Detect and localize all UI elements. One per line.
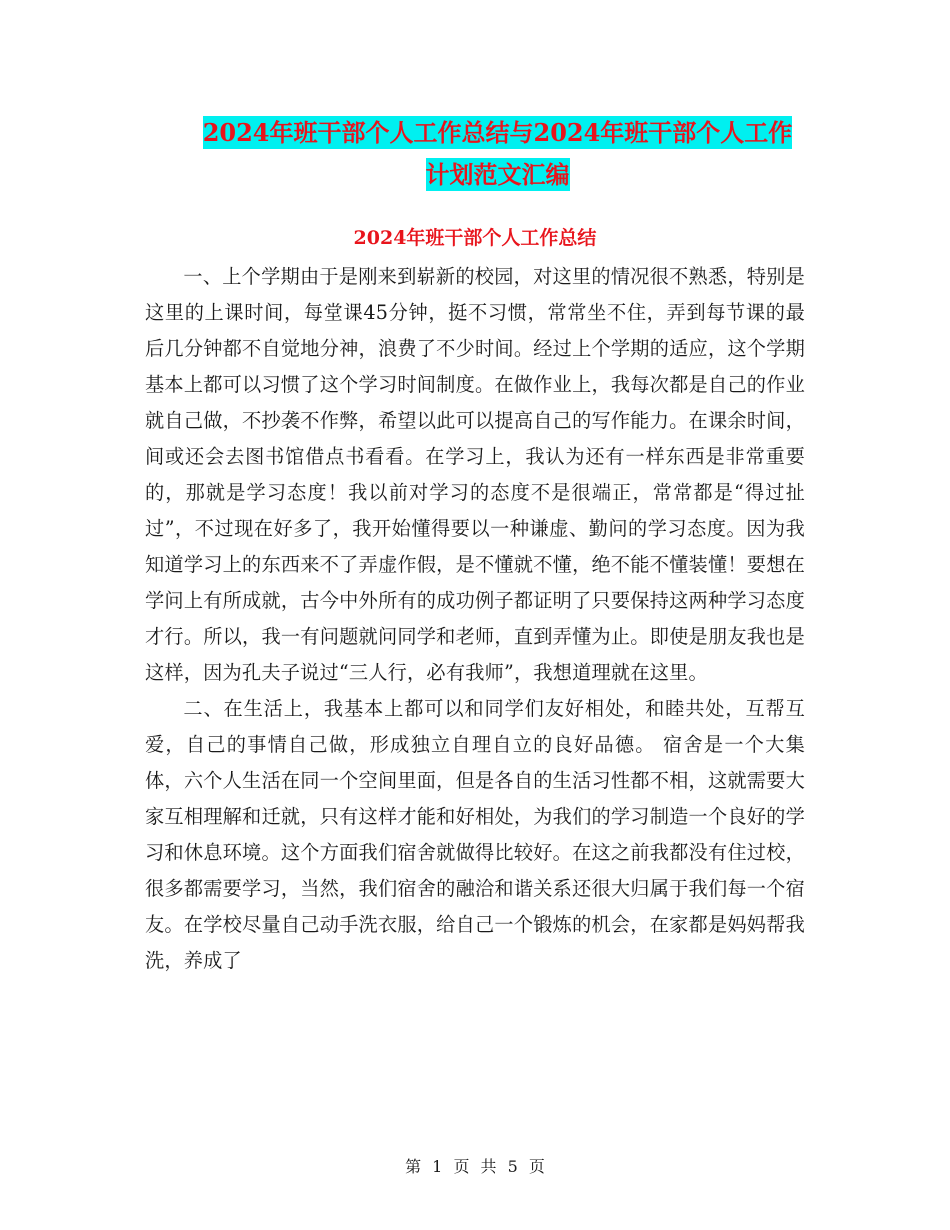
document-title-line-2: 计划范文汇编	[425, 160, 570, 189]
paragraph-1: 一、上个学期由于是刚来到崭新的校园，对这里的情况很不熟悉，特别是这里的上课时间，每堂课45分钟，挺不习惯，常常坐不住，弄到每节课的最后几分钟都不自觉地分神，浪费了不少时间。经过上个学期的适应，这个学期基本上都可以习惯了这个学习时间制度。在做作业上，我每次都是自己的作业就自己做，不抄袭不作弊，希望以此可以提高自己的写作能力。在课余时间，间或还会去图书馆借点书看看。在学习上，我认为还有一样东西是非常重要的，那就是学习态度！我以前对学习的态度不是很端正，常常都是“得过扯过”，不过现在好多了，我开始懂得要以一种谦虚、勤问的学习态度。因为我知道学习上的东西来不了弄虚作假，是不懂就不懂，绝不能不懂装懂！要想在学问上有所成就，古今中外所有的成功例子都证明了只要保持这两种学习态度才行。所以，我一有问题就问同学和老师，直到弄懂为止。即使是朋友我也是这样，因为孔夫子说过“三人行，必有我师”，我想道理就在这里。	[145, 265, 805, 684]
document-title	[130, 112, 865, 196]
body-text	[145, 259, 805, 979]
page-footer: 第 1 页 共 5 页	[405, 1157, 545, 1176]
document-title-line-1: 2024年班干部个人工作总结与2024年班干部个人工作	[202, 118, 793, 147]
paragraph-2: 二、在生活上，我基本上都可以和同学们友好相处，和睦共处，互帮互爱，自己的事情自己做，形成独立自理自立的良好品德。 宿舍是一个大集体，六个人生活在同一个空间里面，但是各自的生活习性都不相，这就需要大家互相理解和迁就，只有这样才能和好相处，为我们的学习制造一个良好的学习和休息环境。这个方面我们宿舍就做得比较好。在这之前我都没有住过校，很多都需要学习，当然，我们宿舍的融洽和谐关系还很大归属于我们每一个宿友。在学校尽量自己动手洗衣服，给自己一个锻炼的机会，在家都是妈妈帮我洗，养成了	[145, 697, 805, 972]
section-title: 2024年班干部个人工作总结	[353, 227, 597, 249]
